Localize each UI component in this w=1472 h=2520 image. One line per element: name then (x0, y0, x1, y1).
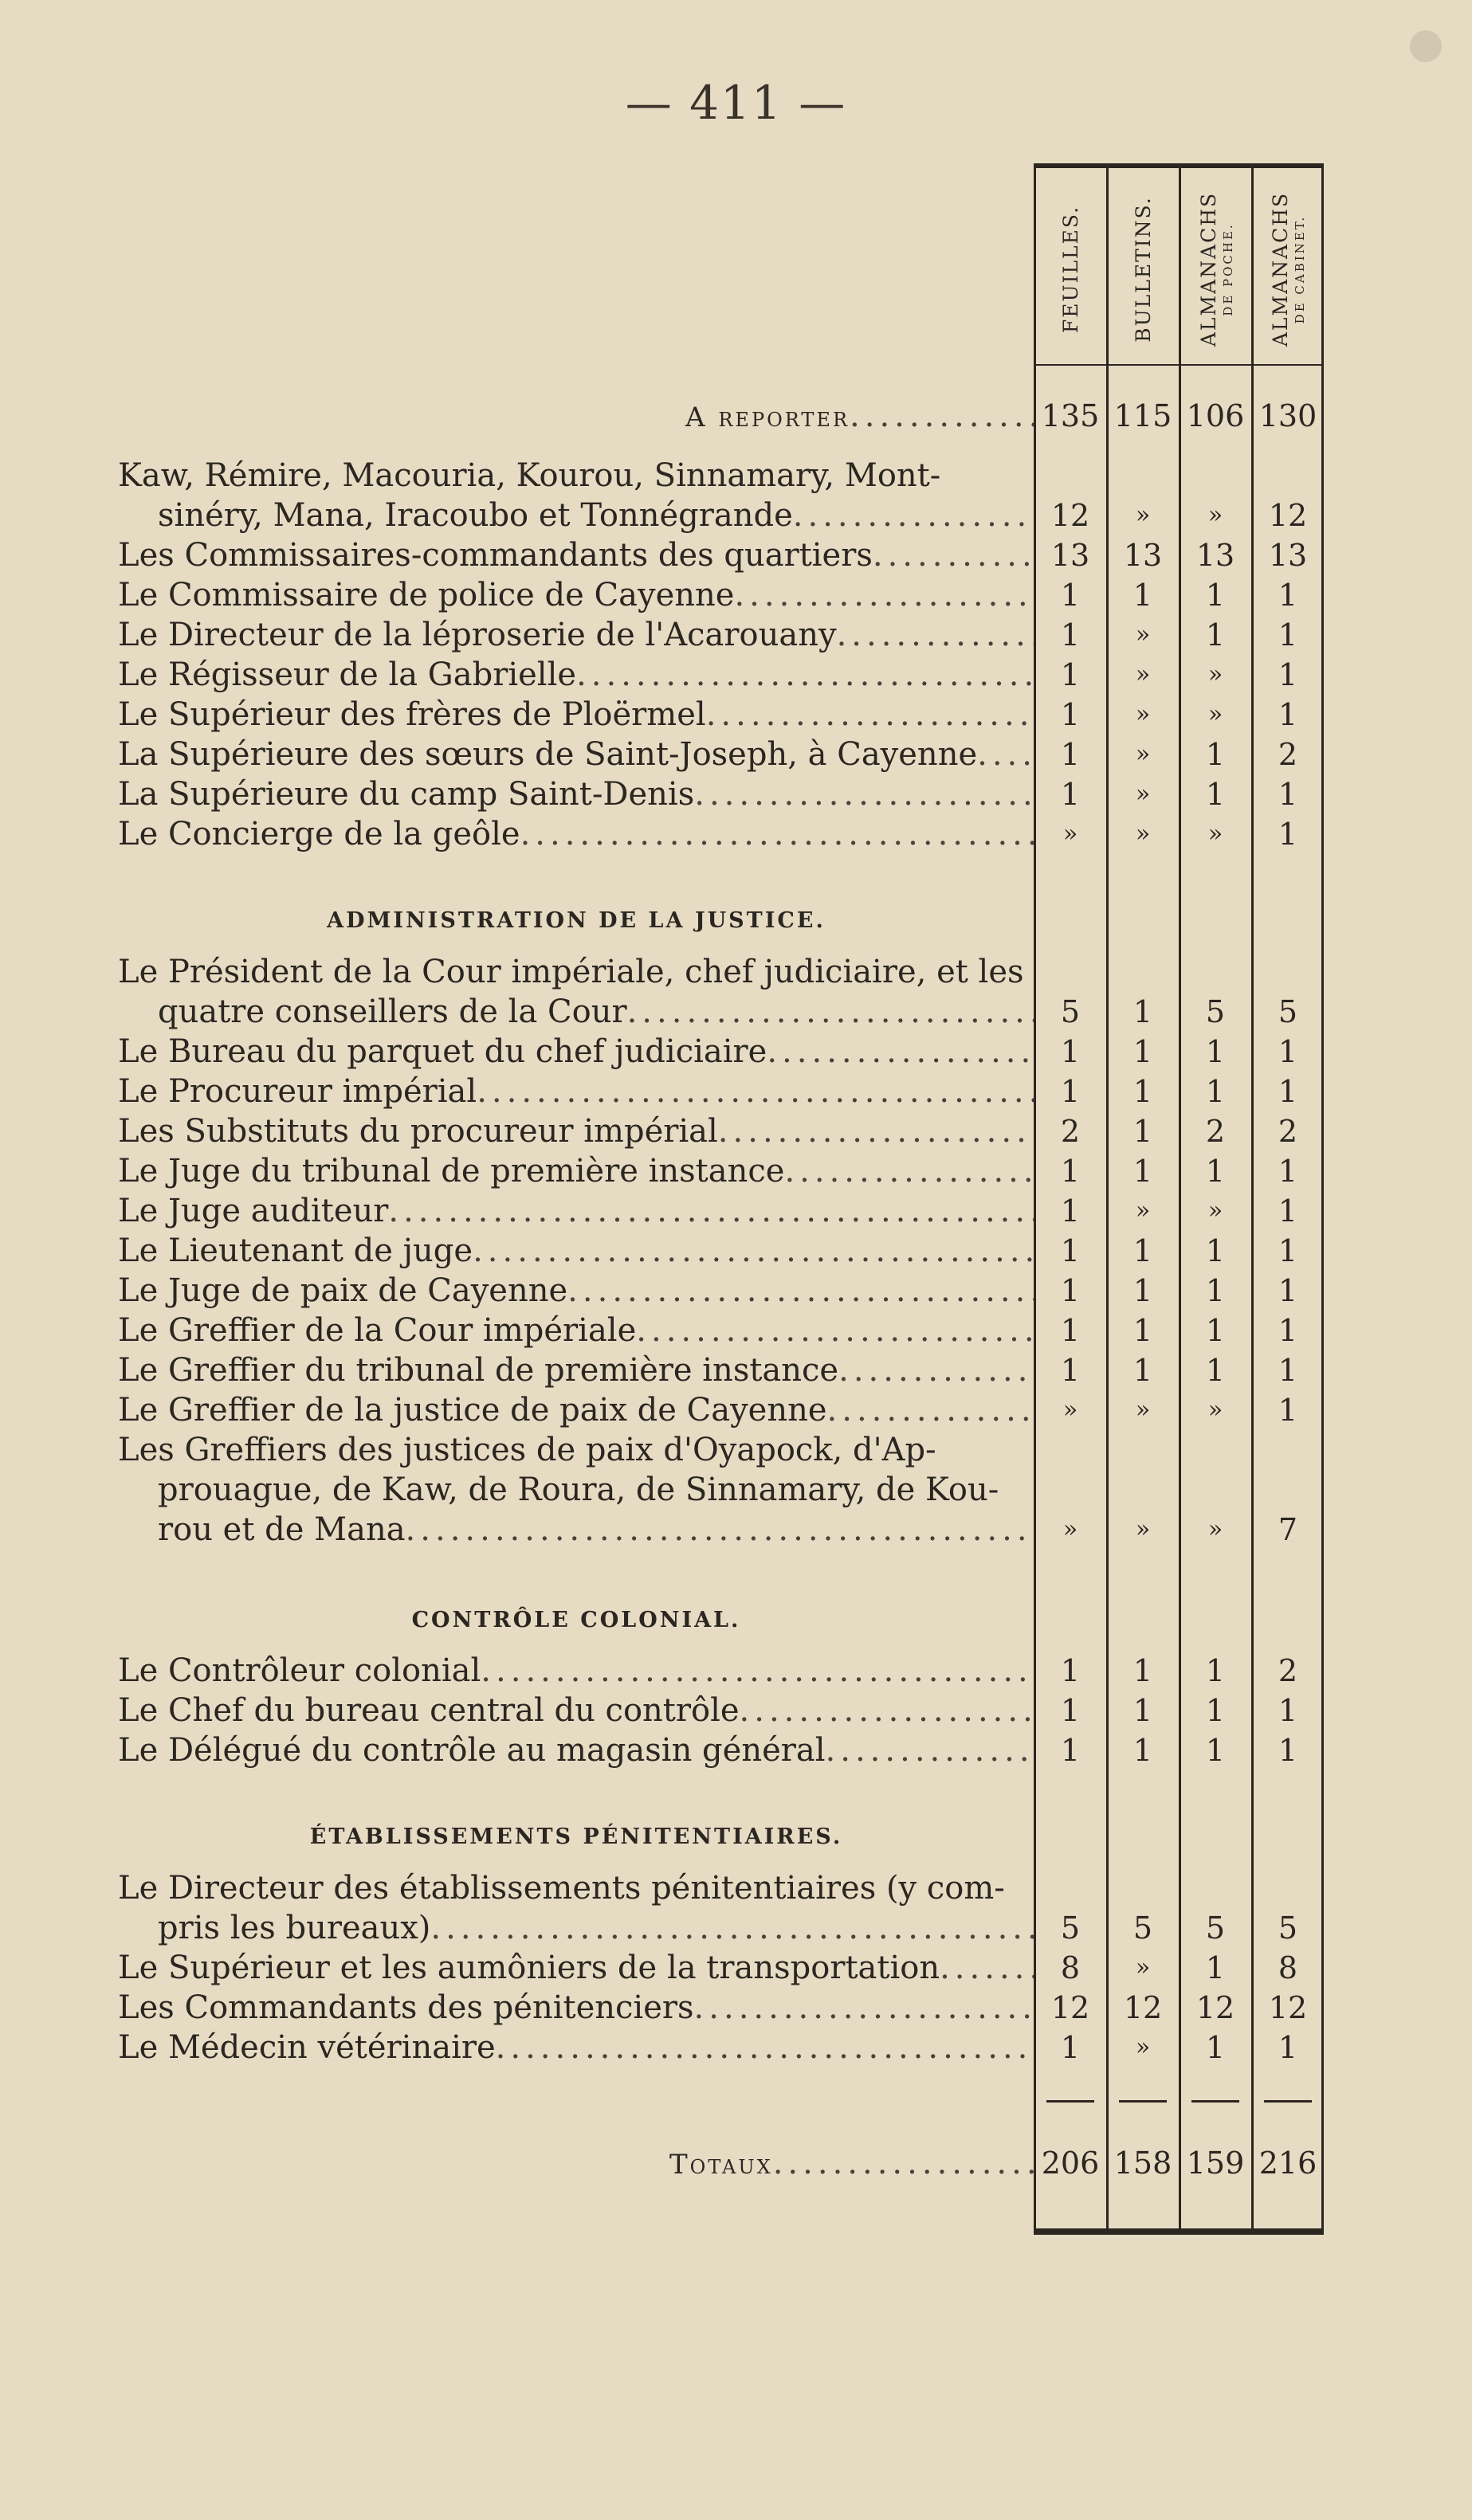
total-value: 158 (1113, 2146, 1172, 2181)
row-value: 8 (1278, 1950, 1298, 1985)
row-label: pris les bureaux) (158, 1910, 431, 1946)
row-value: 2 (1060, 1114, 1081, 1149)
leader-dots (430, 1908, 1034, 1948)
row-value: 1 (1060, 1313, 1081, 1348)
row-value: 1 (1278, 1074, 1298, 1109)
row-value: » (1062, 1515, 1078, 1543)
row-label: Le Directeur de la léproserie de l'Acarouany (118, 617, 837, 653)
row-value: 1 (1132, 1273, 1153, 1308)
row-label: Le Juge auditeur (118, 1193, 389, 1229)
row-value: 1 (1278, 657, 1298, 692)
row-value: 12 (1123, 1990, 1163, 2025)
row-value: 1 (1205, 1353, 1226, 1388)
leader-dots (627, 992, 1034, 1032)
leader-dots (767, 1032, 1034, 1072)
row-label: Le Greffier de la Cour impériale (118, 1312, 637, 1349)
table-row (118, 2028, 1034, 2067)
row-value: 13 (1050, 538, 1090, 573)
row-value: 1 (1205, 1233, 1226, 1268)
row-label: Le Supérieur des frères de Ploërmel (118, 696, 706, 733)
section-heading: ADMINISTRATION DE LA JUSTICE. (327, 908, 826, 933)
totals-row (669, 2143, 1034, 2183)
row-value: 1 (1278, 1393, 1298, 1428)
row-value: 2 (1278, 737, 1298, 772)
row-value: 1 (1205, 737, 1226, 772)
entry-text-line: Le Directeur des établissements pénitentiaires (y com- (118, 1870, 1005, 1907)
row-value: 1 (1060, 1154, 1081, 1189)
total-value: 206 (1041, 2146, 1100, 2181)
row-value: 1 (1132, 1034, 1153, 1069)
total-value: 159 (1186, 2146, 1245, 2181)
row-value: 1 (1205, 1653, 1226, 1688)
table-row (118, 655, 1034, 695)
leader-dots (388, 1191, 1034, 1231)
entry-text-line: Kaw, Rémire, Macouria, Kourou, Sinnamary, Mont- (118, 457, 941, 494)
row-label: Le Contrôleur colonial (118, 1652, 481, 1689)
row-value: 1 (1205, 1273, 1226, 1308)
row-value: » (1062, 1396, 1078, 1424)
row-value: 1 (1132, 1353, 1153, 1388)
header-rule (1034, 364, 1324, 366)
leader-dots (826, 1730, 1034, 1770)
row-value: 8 (1060, 1950, 1081, 1985)
row-label: Le Régisseur de la Gabrielle (118, 656, 577, 693)
row-value: 1 (1278, 1233, 1298, 1268)
table-row (158, 1908, 1034, 1948)
table-row (118, 535, 1034, 575)
total-rule (1119, 2100, 1167, 2103)
entry-text-line: prouague, de Kaw, de Roura, de Sinnamary, de Kou- (158, 1472, 999, 1508)
row-value: » (1135, 820, 1151, 848)
leader-dots (793, 496, 1034, 535)
row-label: sinéry, Mana, Iracoubo et Tonnégrande (158, 497, 793, 534)
row-value: 1 (1278, 817, 1298, 852)
row-value: » (1135, 740, 1151, 768)
section-heading: CONTRÔLE COLONIAL. (411, 1608, 741, 1632)
table-row (118, 1390, 1034, 1430)
row-value: » (1207, 1197, 1223, 1225)
row-label: A reporter (685, 402, 850, 433)
row-label: Le Greffier de la justice de paix de Cayenne (118, 1392, 827, 1429)
row-label: Le Délégué du contrôle au magasin général (118, 1732, 826, 1769)
leader-dots (576, 655, 1034, 695)
row-label: La Supérieure des sœurs de Saint-Joseph, à Cayenne (118, 736, 978, 773)
row-value: 1 (1278, 1273, 1298, 1308)
table-row (118, 1271, 1034, 1311)
leader-dots (520, 814, 1034, 854)
row-value: 1 (1060, 1733, 1081, 1768)
row-label: La Supérieure du camp Saint-Denis (118, 776, 695, 813)
row-value: » (1207, 1515, 1223, 1543)
row-value: 1 (1060, 578, 1081, 613)
column-subtitle: DE POCHE. (1221, 222, 1236, 316)
row-label: Le Juge du tribunal de première instance (118, 1153, 785, 1189)
leader-dots (784, 1151, 1034, 1191)
row-value: 1 (1132, 578, 1153, 613)
column-title: ALMANACHS (1269, 191, 1293, 347)
row-value: » (1207, 700, 1223, 728)
leader-dots (850, 396, 1034, 436)
row-value: » (1207, 660, 1223, 688)
row-label: rou et de Mana (158, 1511, 406, 1548)
row-value: 2 (1278, 1114, 1298, 1149)
row-value: » (1135, 2033, 1151, 2061)
table-row (118, 695, 1034, 735)
row-value: 1 (1060, 697, 1081, 732)
row-value: 1 (1060, 1653, 1081, 1688)
column-header-almanachs-cabinet (1252, 178, 1324, 361)
row-value: 5 (1205, 994, 1226, 1029)
row-value: 12 (1195, 1990, 1235, 2025)
row-value: 5 (1060, 994, 1081, 1029)
entry-text-line: Le Président de la Cour impériale, chef judiciaire, et les (118, 954, 1024, 990)
table-row (118, 1350, 1034, 1390)
column-header-bulletins (1108, 178, 1180, 361)
row-value: » (1135, 621, 1151, 649)
row-value: 5 (1278, 1911, 1298, 1946)
row-value: » (1207, 1396, 1223, 1424)
row-value: 1 (1060, 1034, 1081, 1069)
row-value: 1 (1205, 1154, 1226, 1189)
row-value: 1 (1132, 1233, 1153, 1268)
table-row (118, 1948, 1034, 1988)
row-value: 12 (1268, 1990, 1308, 2025)
row-value: 12 (1268, 498, 1308, 533)
row-value: 5 (1205, 1911, 1226, 1946)
frame-bottom-rule (1034, 2228, 1324, 2235)
row-value: 1 (1205, 1733, 1226, 1768)
table-row (118, 1191, 1034, 1231)
row-value: 1 (1278, 777, 1298, 812)
leader-dots (481, 1651, 1034, 1691)
row-value: 1 (1060, 1193, 1081, 1229)
row-value: » (1135, 501, 1151, 529)
leader-dots (827, 1390, 1034, 1430)
row-value: 1 (1132, 1733, 1153, 1768)
entry-text-line: Les Greffiers des justices de paix d'Oyapock, d'Ap- (118, 1432, 936, 1468)
row-label: Le Chef du bureau central du contrôle (118, 1692, 740, 1729)
row-value: 1 (1278, 1733, 1298, 1768)
row-value: 1 (1278, 1313, 1298, 1348)
column-title: FEUILLES. (1059, 205, 1082, 334)
row-value: » (1062, 820, 1078, 848)
leader-dots (477, 1072, 1034, 1111)
leader-dots (838, 1350, 1034, 1390)
row-value: 13 (1195, 538, 1235, 573)
row-value: » (1135, 780, 1151, 808)
leader-dots (473, 1231, 1034, 1271)
section-heading: ÉTABLISSEMENTS PÉNITENTIAIRES. (309, 1824, 843, 1849)
table-row (158, 1510, 1034, 1550)
row-value: 5 (1132, 1911, 1153, 1946)
row-value: » (1135, 1515, 1151, 1543)
row-label: Les Substituts du procureur impérial (118, 1113, 718, 1150)
table-row (118, 814, 1034, 854)
table-row (118, 615, 1034, 655)
row-value: 2 (1278, 1653, 1298, 1688)
total-rule (1046, 2100, 1094, 2103)
row-label: Le Médecin vétérinaire (118, 2029, 496, 2066)
leader-dots (694, 1988, 1034, 2028)
table-row (118, 1151, 1034, 1191)
leader-dots (873, 535, 1034, 575)
row-value: 1 (1060, 1273, 1081, 1308)
row-value: 1 (1060, 657, 1081, 692)
row-label: Le Commissaire de police de Cayenne (118, 577, 735, 613)
row-value: » (1207, 501, 1223, 529)
row-value: 12 (1050, 498, 1090, 533)
row-value: 1 (1205, 617, 1226, 653)
row-value: 1 (1060, 1353, 1081, 1388)
table-row (118, 1072, 1034, 1111)
leader-dots (773, 2143, 1034, 2183)
row-value: » (1135, 660, 1151, 688)
row-value: 1 (1278, 1034, 1298, 1069)
row-label: Le Supérieur et les aumôniers de la transportation (118, 1950, 940, 1986)
row-label: Le Greffier du tribunal de première instance (118, 1352, 839, 1389)
row-value: 1 (1278, 697, 1298, 732)
leader-dots (636, 1311, 1034, 1350)
row-value: 1 (1132, 994, 1153, 1029)
row-value: 1 (1205, 1950, 1226, 1985)
row-value: 1 (1132, 1074, 1153, 1109)
table-row (118, 1691, 1034, 1730)
table-row (158, 496, 1034, 535)
table-row (118, 575, 1034, 615)
row-value: 1 (1205, 2030, 1226, 2065)
row-label: Le Concierge de la geôle (118, 816, 520, 852)
leader-dots (734, 575, 1034, 615)
row-value: 1 (1278, 1693, 1298, 1728)
row-value: » (1135, 1197, 1151, 1225)
row-value: 1 (1278, 1193, 1298, 1229)
row-value: 1 (1205, 1693, 1226, 1728)
row-value: 1 (1060, 617, 1081, 653)
leader-dots (740, 1691, 1034, 1730)
leader-dots (567, 1271, 1034, 1311)
row-value: 115 (1113, 398, 1172, 433)
row-label: Les Commandants des pénitenciers (118, 1989, 694, 2026)
paper-stain (1410, 30, 1442, 62)
row-value: 1 (1060, 1693, 1081, 1728)
row-label: Le Bureau du parquet du chef judiciaire (118, 1033, 767, 1070)
row-value: 7 (1278, 1512, 1298, 1547)
row-value: 1 (1278, 578, 1298, 613)
table-row (118, 735, 1034, 774)
row-label: Le Lieutenant de juge (118, 1233, 473, 1269)
column-header-almanachs-poche (1180, 178, 1252, 361)
leader-dots (496, 2028, 1034, 2067)
table-row (118, 1730, 1034, 1770)
row-value: 1 (1278, 1154, 1298, 1189)
row-value: 5 (1060, 1911, 1081, 1946)
total-value: 216 (1258, 2146, 1317, 2181)
row-value: 2 (1205, 1114, 1226, 1149)
row-value: 1 (1132, 1653, 1153, 1688)
row-label: Le Procureur impérial (118, 1073, 477, 1110)
table-row (118, 1988, 1034, 2028)
leader-dots (977, 735, 1034, 774)
row-value: 13 (1268, 538, 1308, 573)
table-row (118, 1651, 1034, 1691)
row-value: 1 (1060, 1233, 1081, 1268)
row-value: 1 (1205, 1074, 1226, 1109)
row-value: 1 (1132, 1114, 1153, 1149)
table-row (118, 1311, 1034, 1350)
table-row (118, 1111, 1034, 1151)
reporter-row (685, 396, 1034, 436)
row-value: 12 (1050, 1990, 1090, 2025)
row-value: » (1135, 1954, 1151, 1981)
row-value: » (1207, 820, 1223, 848)
row-value: 5 (1278, 994, 1298, 1029)
column-header-feuilles (1035, 178, 1107, 361)
totals-label: Totaux (669, 2149, 773, 2181)
column-subtitle: DE CABINET. (1293, 214, 1308, 324)
row-value: 1 (1205, 578, 1226, 613)
row-value: 1 (1132, 1693, 1153, 1728)
row-value: 1 (1205, 1313, 1226, 1348)
row-value: 1 (1060, 2030, 1081, 2065)
row-label: Le Juge de paix de Cayenne (118, 1272, 568, 1309)
table-row (118, 774, 1034, 814)
leader-dots (940, 1948, 1034, 1988)
row-value: 106 (1186, 398, 1245, 433)
leader-dots (837, 615, 1034, 655)
column-title: BULLETINS. (1132, 196, 1156, 343)
row-value: 1 (1060, 1074, 1081, 1109)
row-label: quatre conseillers de la Cour (158, 993, 627, 1030)
row-value: 1 (1278, 1353, 1298, 1388)
row-value: » (1135, 1396, 1151, 1424)
table-row (158, 992, 1034, 1032)
column-title: ALMANACHS (1197, 191, 1221, 347)
leader-dots (718, 1111, 1034, 1151)
row-value: 1 (1060, 737, 1081, 772)
row-value: 1 (1278, 2030, 1298, 2065)
row-value: » (1135, 700, 1151, 728)
total-rule (1264, 2100, 1312, 2103)
row-value: 1 (1132, 1313, 1153, 1348)
table-row (118, 1231, 1034, 1271)
row-value: 13 (1123, 538, 1163, 573)
row-value: 1 (1205, 1034, 1226, 1069)
row-value: 1 (1205, 777, 1226, 812)
leader-dots (406, 1510, 1034, 1550)
row-value: 1 (1060, 777, 1081, 812)
row-label: Les Commissaires-commandants des quartiers (118, 537, 873, 574)
row-value: 1 (1278, 617, 1298, 653)
leader-dots (706, 695, 1034, 735)
row-value: 135 (1041, 398, 1100, 433)
leader-dots (694, 774, 1034, 814)
row-value: 130 (1258, 398, 1317, 433)
row-value: 1 (1132, 1154, 1153, 1189)
table-row (118, 1032, 1034, 1072)
page-number: — 411 — (625, 76, 847, 130)
total-rule (1191, 2100, 1239, 2103)
